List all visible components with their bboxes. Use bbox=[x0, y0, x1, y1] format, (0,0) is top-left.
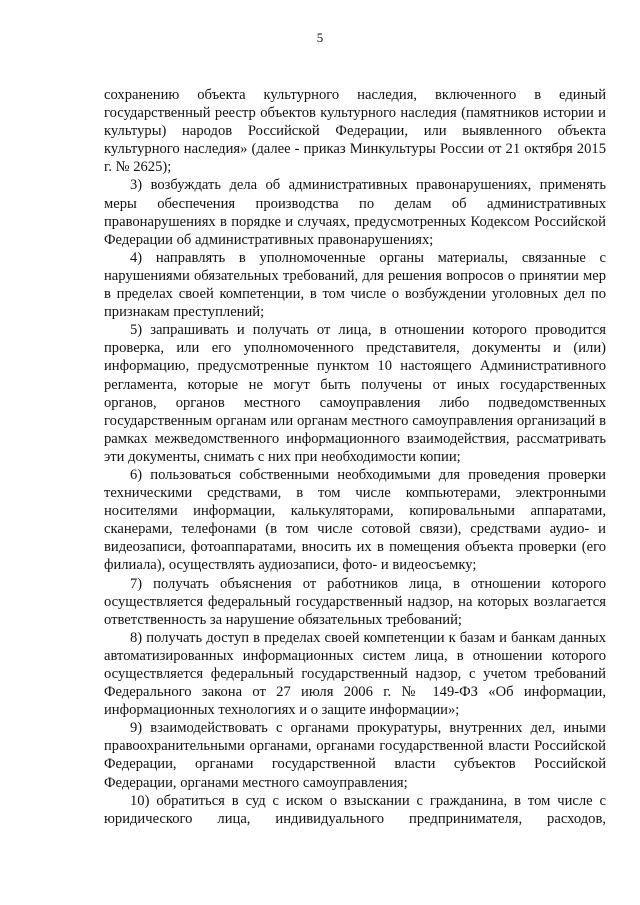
paragraph-item-3: 3) возбуждать дела об административных правонарушениях, применять меры обеспечения производства по делам об административных правонарушениях в порядке и случаях, предусмотренных Кодексом Российской Федерации об административных правонарушениях; bbox=[104, 177, 606, 248]
paragraph-continuation: сохранению объекта культурного наследия, включенного в единый государственный реестр объектов культурного наследия (памятников истории и культуры) народов Российской Федерации, или выявленного объекта культурного наследия» (далее - приказ Минкультуры России от 21 октября 2015 г. № 2625); bbox=[104, 87, 606, 176]
paragraph-item-4: 4) направлять в уполномоченные органы материалы, связанные с нарушениями обязательных требований, для решения вопросов о принятии мер в пределах своей компетенции, в том числе о возбуждении уголовных дел по признакам преступлений; bbox=[104, 249, 606, 321]
document-body bbox=[104, 86, 606, 828]
paragraph-item-7: 7) получать объяснения от работников лица, в отношении которого осуществляется федеральный государственный надзор, на которых возлагается ответственность за нарушение обязательных требований; bbox=[104, 575, 606, 628]
paragraph-item-8: 8) получать доступ в пределах своей компетенции к базам и банкам данных автоматизированных информационных систем лица, в отношении которого осуществляется федеральный государственный надзор, с учетом требований Федерального закона от 27 июля 2006 г. № 149-ФЗ «Об информации, информационных технологиях и о защите информации»; bbox=[104, 629, 606, 719]
page-number: 5 bbox=[316, 30, 324, 45]
paragraph-item-10: 10) обратиться в суд с иском о взыскании с гражданина, в том числе с юридического лица, индивидуального предпринимателя, расходов, bbox=[104, 792, 606, 827]
paragraph-item-9: 9) взаимодействовать с органами прокуратуры, внутренних дел, иными правоохранительными органами, органами государственной власти Российской Федерации, органами государственной власти субъектов Российской Федерации, органами местного самоуправления; bbox=[104, 720, 606, 791]
paragraph-item-6: 6) пользоваться собственными необходимыми для проведения проверки техническими средствами, в том числе компьютерами, электронными носителями информации, калькуляторами, копировальными аппаратами, сканерами, телефонами (в том числе сотовой связи), средствами аудио- и видеозаписи, фотоаппаратами, вносить их в помещения объекта проверки (его филиала), осуществлять аудиозаписи, фото- и видеосъемку; bbox=[104, 466, 606, 574]
paragraph-item-5: 5) запрашивать и получать от лица, в отношении которого проводится проверка, или его уполномоченного представителя, документы и (или) информацию, предусмотренные пунктом 10 настоящего Административного регламента, которые не могут быть получены от иных государственных органов, органов местного самоуправления либо подведомственных государственным органам или органам местного самоуправления организаций в рамках межведомственного информационного взаимодействия, рассматривать эти документы, снимать с них при необходимости копии; bbox=[104, 322, 606, 465]
